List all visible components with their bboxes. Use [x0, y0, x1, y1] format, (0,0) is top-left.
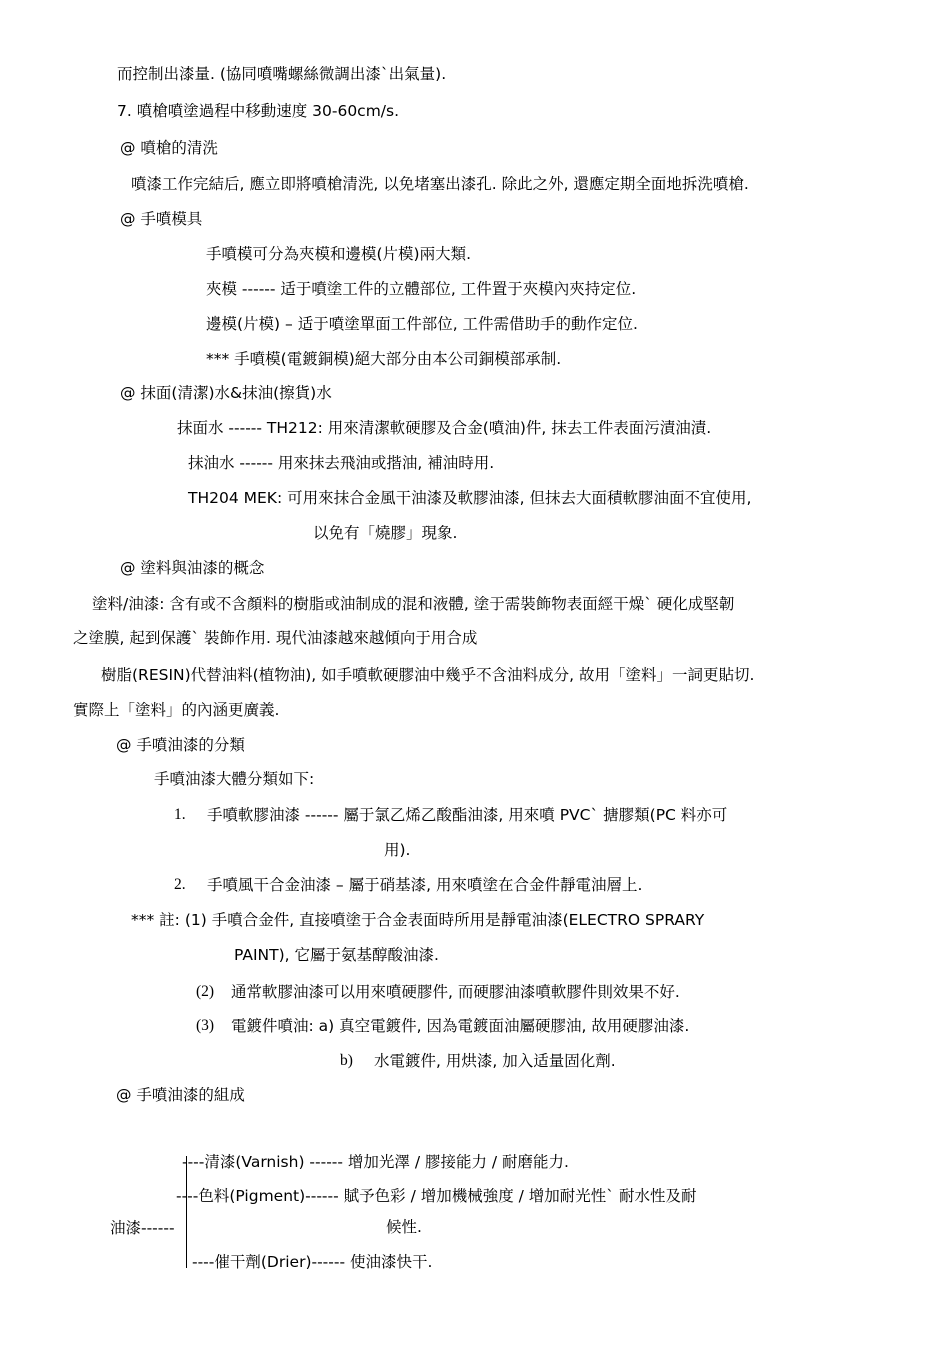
text-line: 噴漆工作完結后, 應立即將噴槍清洗, 以免堵塞出漆孔. 除此之外, 還應定期全面地拆洗噴槍.: [131, 175, 749, 193]
note-number: (3): [196, 1017, 215, 1034]
note-number: (2): [196, 983, 215, 1000]
text-line: 用).: [384, 841, 411, 859]
composition-root-label: 油漆------: [110, 1219, 175, 1237]
section-heading-paint-composition: @ 手噴油漆的組成: [116, 1086, 245, 1104]
list-number: 1.: [174, 806, 186, 823]
section-heading-spray-molds: @ 手噴模具: [120, 210, 203, 228]
text-line: 樹脂(RESIN)代替油料(植物油), 如手噴軟硬膠油中幾乎不含油料成分, 故用「塗料」一詞更貼切.: [101, 666, 755, 684]
text-line: 抹面水 ------ TH212: 用來清潔軟硬膠及合金(噴油)件, 抹去工件表面污漬油漬.: [177, 419, 712, 437]
section-heading-cleaning-water: @ 抹面(清潔)水&抹油(擦貨)水: [120, 384, 332, 402]
section-heading-coating-concept: @ 塗料與油漆的概念: [120, 559, 265, 577]
section-heading-gun-cleaning: @ 噴槍的清洗: [120, 139, 218, 157]
composition-pigment: ----色料(Pigment)------ 賦予色彩 / 增加機械強度 / 增加耐光性` 耐水性及耐: [176, 1187, 697, 1205]
text-line: 以免有「燒膠」現象.: [313, 524, 458, 542]
sub-item: 水電鍍件, 用烘漆, 加入适量固化劑.: [374, 1052, 616, 1070]
text-line: 邊模(片模) – 适于噴塗單面工件部位, 工件需借助手的動作定位.: [206, 315, 638, 333]
bracket-line: [186, 1156, 187, 1268]
note-line: *** 手噴模(電鍍銅模)絕大部分由本公司銅模部承制.: [206, 350, 562, 368]
section-heading-paint-classification: @ 手噴油漆的分類: [116, 736, 245, 754]
text-line: 夾模 ------ 适于噴塗工件的立體部位, 工件置于夾模內夾持定位.: [206, 280, 637, 298]
list-number: 2.: [174, 876, 186, 893]
sub-item-label: b): [340, 1052, 353, 1069]
text-line: 抹油水 ------ 用來抹去飛油或揩油, 補油時用.: [188, 454, 495, 472]
note-line: *** 註: (1) 手噴合金件, 直接噴塗于合金表面時所用是靜電油漆(ELECTRO SPRARY: [131, 911, 705, 929]
numbered-item-7: 7. 噴槍噴塗過程中移動速度 30-60cm/s.: [117, 102, 400, 120]
text-line: 塗料/油漆: 含有或不含顏料的樹脂或油制成的混和液體, 塗于需裝飾物表面經干燥` 硬化成堅韌: [92, 595, 735, 613]
composition-drier: ----催干劑(Drier)------ 使油漆快干.: [192, 1253, 433, 1271]
text-line: TH204 MEK: 可用來抹合金風干油漆及軟膠油漆, 但抹去大面積軟膠油面不宜使用,: [188, 489, 752, 507]
text-line: 手噴油漆大體分類如下:: [154, 770, 315, 788]
text-line: 候性.: [386, 1218, 422, 1236]
note-item: 電鍍件噴油: a) 真空電鍍件, 因為電鍍面油屬硬膠油, 故用硬膠油漆.: [231, 1017, 690, 1035]
list-item: 手噴風干合金油漆 – 屬于硝基漆, 用來噴塗在合金件靜電油層上.: [207, 876, 643, 894]
note-item: 通常軟膠油漆可以用來噴硬膠件, 而硬膠油漆噴軟膠件則效果不好.: [231, 983, 680, 1001]
text-line: PAINT), 它屬于氨基醇酸油漆.: [234, 946, 439, 964]
text-line: 手噴模可分為夾模和邊模(片模)兩大類.: [206, 245, 472, 263]
text-line: 而控制出漆量. (協同噴嘴螺絲微調出漆`出氣量).: [117, 65, 447, 83]
list-item: 手噴軟膠油漆 ------ 屬于氯乙烯乙酸酯油漆, 用來噴 PVC` 搪膠類(PC 料亦可: [207, 806, 728, 824]
text-line: 實際上「塗料」的內涵更廣義.: [73, 701, 280, 719]
composition-varnish: ----清漆(Varnish) ------ 增加光澤 / 膠接能力 / 耐磨能力.: [182, 1153, 569, 1171]
text-line: 之塗膜, 起到保護` 裝飾作用. 現代油漆越來越傾向于用合成: [73, 629, 478, 647]
